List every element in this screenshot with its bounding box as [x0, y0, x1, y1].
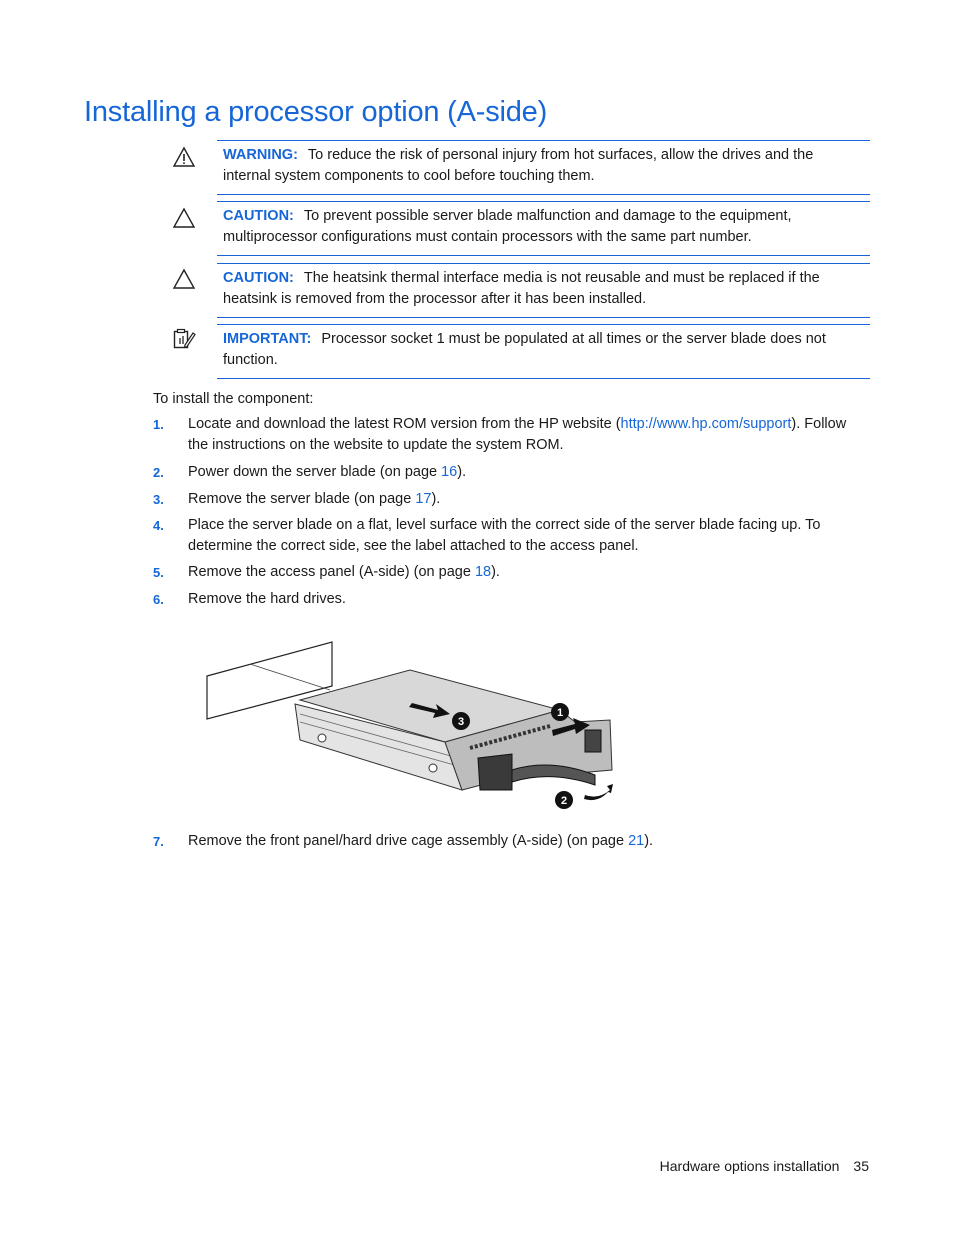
- step-text: Remove the access panel (A-side) (on page: [188, 564, 475, 580]
- warning-icon: [172, 146, 196, 168]
- step-link[interactable]: 18: [474, 564, 492, 580]
- list-item: [153, 515, 870, 557]
- step-link[interactable]: 17: [415, 491, 432, 507]
- warning-notice: [217, 140, 870, 195]
- step-text: ).: [644, 833, 654, 849]
- notice-label: IMPORTANT:: [223, 331, 312, 347]
- step-text: Remove the server blade (on page: [188, 491, 416, 507]
- hard-drive-removal-illustration: [200, 630, 620, 820]
- step-text: Remove the hard drives.: [188, 591, 346, 607]
- caution-notice: [217, 201, 870, 256]
- callout-2: [555, 791, 573, 809]
- page-footer: [660, 1158, 869, 1174]
- callout-3: [452, 712, 470, 730]
- important-icon: [172, 328, 196, 350]
- callout-1: [551, 703, 569, 721]
- step-number: 6.: [153, 592, 164, 607]
- intro-text: To install the component:: [153, 391, 314, 407]
- important-notice: [217, 324, 870, 379]
- step-number: 5.: [153, 565, 164, 580]
- step-text: ).: [431, 491, 441, 507]
- list-item: [153, 562, 870, 583]
- notice-text: To prevent possible server blade malfunction and damage to the equipment, multiprocessor configurations must contain processors with the same part number.: [223, 208, 792, 245]
- list-item: [153, 831, 870, 852]
- step-text: Place the server blade on a flat, level surface with the correct side of the server blade facing up. To determine the correct side, see the label attached to the access panel.: [188, 517, 821, 554]
- svg-text:2: 2: [560, 795, 568, 807]
- page-title: Installing a processor option (A-side): [84, 96, 548, 128]
- svg-text:3: 3: [457, 716, 465, 728]
- step-link[interactable]: http://www.hp.com/support: [620, 416, 792, 432]
- list-item: [153, 462, 870, 483]
- page-number: 35: [853, 1158, 869, 1174]
- step-link[interactable]: 16: [441, 464, 458, 480]
- notice-label: WARNING:: [223, 147, 298, 163]
- step-text: Remove the front panel/hard drive cage assembly (A-side) (on page: [188, 833, 629, 849]
- notice-label: CAUTION:: [223, 270, 294, 286]
- notice-label: CAUTION:: [223, 208, 294, 224]
- notice-text: The heatsink thermal interface media is not reusable and must be replaced if the heatsink is removed from the processor after it has been installed.: [223, 270, 820, 307]
- list-item: [153, 589, 870, 610]
- step-text: ).: [491, 564, 500, 580]
- svg-text:1: 1: [556, 707, 564, 719]
- step-text: ).: [457, 464, 467, 480]
- footer-section: Hardware options installation: [659, 1158, 840, 1174]
- step-number: 4.: [153, 518, 164, 533]
- step-number: 2.: [153, 465, 164, 480]
- caution-icon: [172, 268, 196, 290]
- list-item: [153, 414, 870, 456]
- step-number: 1.: [153, 417, 164, 432]
- step-number: 7.: [153, 834, 164, 849]
- notice-text: To reduce the risk of personal injury from hot surfaces, allow the drives and the internal system components to cool before touching them.: [223, 147, 814, 184]
- step-link[interactable]: 21: [628, 833, 645, 849]
- step-text: Locate and download the latest ROM version from the HP website (: [188, 416, 621, 432]
- step-text: Power down the server blade (on page: [188, 464, 442, 480]
- step-number: 3.: [153, 492, 164, 507]
- step-text: ). Follow the instructions on the website to update the system ROM.: [188, 416, 847, 453]
- caution-notice: [217, 263, 870, 318]
- notice-text: Processor socket 1 must be populated at all times or the server blade does not function.: [223, 331, 826, 368]
- list-item: [153, 489, 870, 510]
- caution-icon: [172, 207, 196, 229]
